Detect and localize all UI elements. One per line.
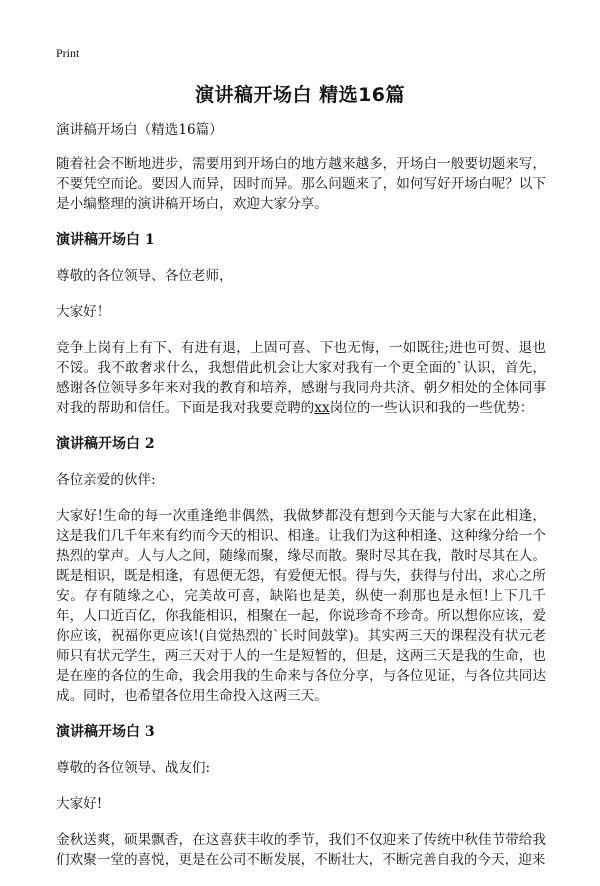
print-label: Print: [56, 46, 80, 60]
section-salutation: 大家好!: [56, 796, 103, 812]
section-body: 金秋送爽，硕果飘香，在这喜获丰收的季节，我们不仅迎来了传统中秋佳节带给我们欢聚一堂的喜悦，更是在公司不断发展，不断壮大，不断完善自我的今天，迎来: [56, 832, 546, 868]
underlined-placeholder: xx: [314, 400, 330, 416]
section-heading: 演讲稿开场白 3: [56, 724, 155, 740]
section-heading: 演讲稿开场白 1: [56, 232, 155, 248]
section-greeting: 尊敬的各位领导、各位老师，: [56, 268, 233, 284]
section-body-text: 岗位的一些认识和我的一些优势：: [329, 400, 534, 416]
section-greeting: 各位亲爱的伙伴:: [56, 472, 156, 488]
section-salutation: 大家好！: [56, 304, 111, 320]
intro-paragraph: 随着社会不断地进步，需要用到开场白的地方越来越多，开场白一般要切题来写，不要凭空而论。要因人而异，因时而异。那么问题来了，如何写好开场白呢？以下是小编整理的演讲稿开场白，欢迎大家分享。: [56, 156, 546, 212]
section-greeting: 尊敬的各位领导、战友们:: [56, 760, 211, 776]
section-body: 大家好!生命的每一次重逢绝非偶然，我做梦都没有想到今天能与大家在此相逢，这是我们几千年来有约而今天的相识、相逢。让我们为这种相逢、这种缘分给一个热烈的掌声。人与人之间，随缘而聚，缘尽而散。聚时尽其在我，散时尽其在人。既是相识，既是相逢，有恩便无怨，有爱便无恨。得与失，获得与付出，求心之所安。存有随缘之心，完美故可喜，缺陷也是美，纵使一刹那也是永恒!上下几千年，人口近百亿，你我能相识，相聚在一起，你说珍奇不珍奇。所以想你应该，爱你应该，祝福你更应该!(自觉热烈的`长时间鼓掌)。其实两三天的课程没有状元老师只有状元学生，两三天对于人的一生是短暂的，但是，这两三天是我的生命，也是在座的各位的生命，我会用我的生命来与各位分享，与各位见证，与各位共同达成。同时，也希望各位用生命投入这两三天。: [56, 508, 546, 704]
document-body: [56, 120, 546, 886]
section-body-text: 竞争上岗有上有下、有进有退，上固可喜、下也无悔，一如既往;进也可贺、退也不馁。我不敢奢求什么，我想借此机会让大家对我有一个更全面的`认识，首先，感谢各位领导多年来对我的教育和培养，感谢与我同舟共济、朝夕相处的全体同事对我的帮助和信任。下面是我对我要竞聘的: [56, 340, 546, 416]
section-body: [56, 338, 546, 418]
page-title: 演讲稿开场白 精选16篇: [194, 84, 406, 106]
section-heading: 演讲稿开场白 2: [56, 436, 155, 452]
document-subtitle: 演讲稿开场白（精选16篇）: [56, 122, 223, 138]
